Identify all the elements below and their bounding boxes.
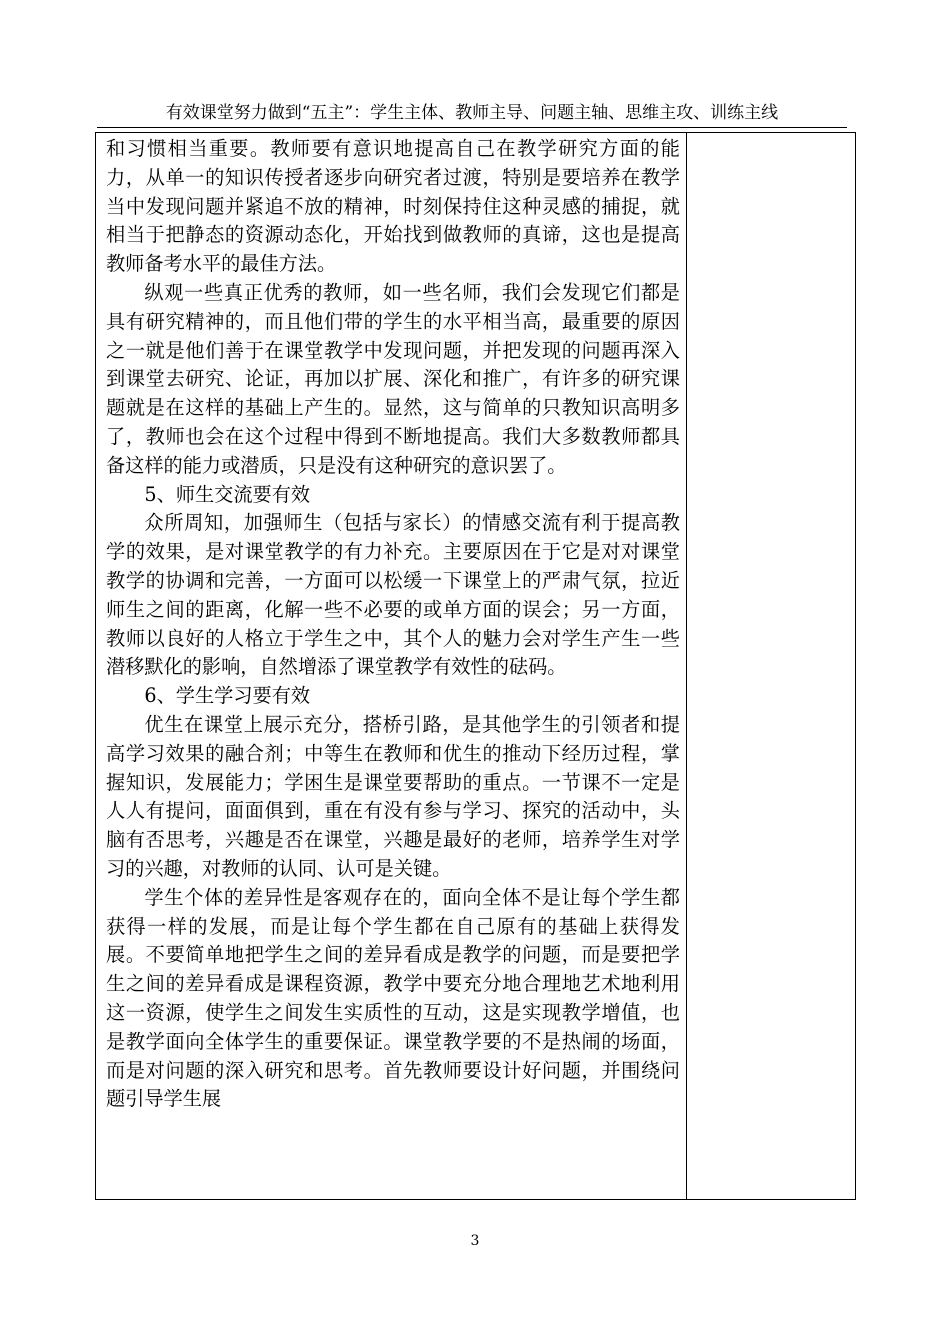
section-heading-5: 5、师生交流要有效 — [144, 482, 311, 506]
header-title: 有效课堂努力做到“五主”：学生主体、教师主导、问题主轴、思维主攻、训练主线 — [165, 103, 779, 123]
paragraph-continued: 和习惯相当重要。教师要有意识地提高自己在教学研究方面的能力，从单一的知识传授者逐步向研究者过渡，特别是要培养在教学当中发现问题并紧追不放的精神，时刻保持住这种灵感的捕捉，就相当于把静态的资源动态化，开始找到做教师的真谛，这也是提高教师备考水平的最佳方法。 — [106, 137, 680, 276]
paragraph: 优生在课堂上展示充分，搭桥引路，是其他学生的引领者和提高学习效果的融合剂；中等生在教师和优生的推动下经历过程，掌握知识，发展能力；学困生是课堂要帮助的重点。一节课不一定是人人有提问，面面俱到，重在有没有参与学习、探究的活动中，头脑有否思考，兴趣是否在课堂，兴趣是最好的老师，培养学生对学习的兴趣，对教师的认同、认可是关键。 — [106, 712, 680, 880]
main-text-cell — [106, 135, 680, 1114]
paragraph: 纵观一些真正优秀的教师，如一些名师，我们会发现它们都是具有研究精神的，而且他们带的学生的水平相当高，最重要的原因之一就是他们善于在课堂教学中发现问题，并把发现的问题再深入到课堂去研究、论证，再加以扩展、深化和推广，有许多的研究课题就是在这样的基础上产生的。显然，这与简单的只教知识高明多了，教师也会在这个过程中得到不断地提高。我们大多数教师都具备这样的能力或潜质，只是没有这种研究的意识罢了。 — [106, 280, 680, 477]
paragraph: 众所周知，加强师生（包括与家长）的情感交流有利于提高教学的效果，是对课堂教学的有力补充。主要原因在于它是对对课堂教学的协调和完善，一方面可以松缓一下课堂上的严肃气氛，拉近师生之间的距离，化解一些不必要的或单方面的误会；另一方面，教师以良好的人格立于学生之中，其个人的魅力会对学生产生一些潜移默化的影响，自然增添了课堂教学有效性的砝码。 — [106, 511, 680, 679]
paragraph: 学生个体的差异性是客观存在的，面向全体不是让每个学生都获得一样的发展，而是让每个学生都在自己原有的基础上获得发展。不要简单地把学生之间的差异看成是教学的问题，而是要把学生之间的差异看成是课程资源，教学中要充分地合理地艺术地利用这一资源，使学生之间发生实质性的互动，这是实现教学增值，也是教学面向全体学生的重要保证。课堂教学要的不是热闹的场面，而是对问题的深入研究和思考。首先教师要设计好问题，并围绕问题引导学生展 — [106, 885, 680, 1111]
content-table — [95, 132, 856, 1200]
page-number: 3 — [470, 1233, 480, 1249]
table-column-divider — [686, 133, 687, 1199]
section-heading-6: 6、学生学习要有效 — [144, 684, 311, 708]
page-header — [97, 100, 847, 128]
